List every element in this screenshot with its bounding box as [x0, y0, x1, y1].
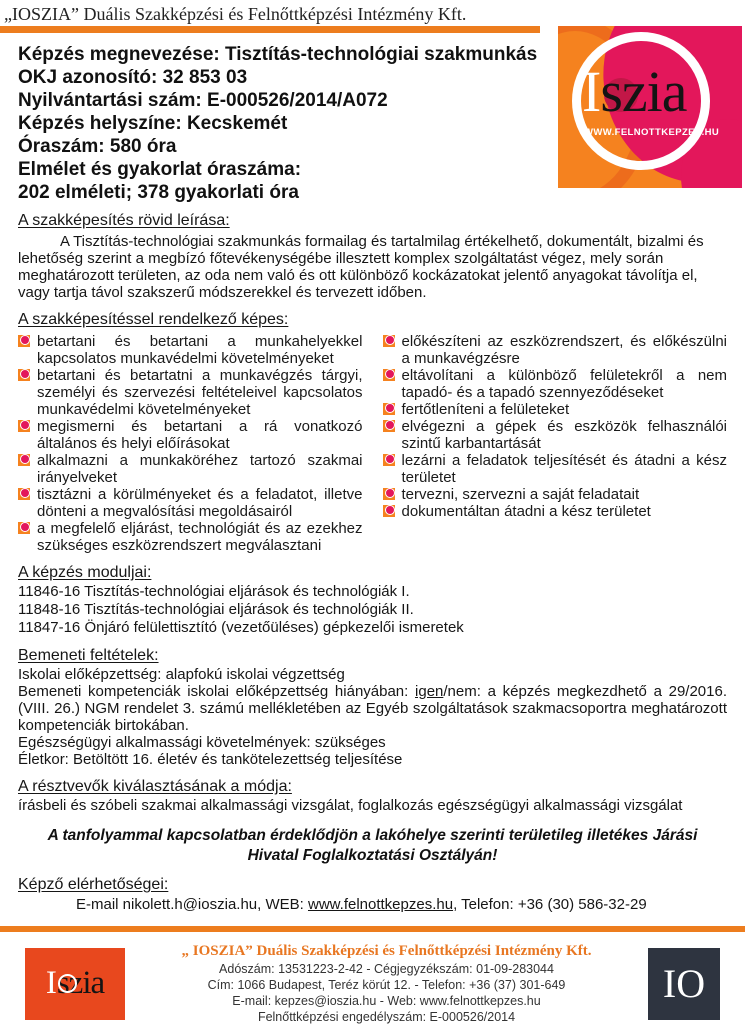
list-item [18, 452, 363, 486]
info-notice: A tanfolyammal kapcsolatban érdeklődjön a lakóhelye szerinti területileg illetékes Járási Hivatal Foglalkoztatási Osztályán! [47, 827, 698, 864]
modules-heading: A képzés moduljai: [18, 564, 152, 581]
competency-text: dokumentáltan átadni a kész területet [401, 503, 651, 520]
logo-bullet-icon [18, 335, 30, 347]
competency-text: fertőtleníteni a felületeket [401, 401, 570, 418]
selection-body: írásbeli és szóbeli szakmai alkalmassági vizsgálat, foglalkozás egészségügyi alkalmassági vizsgálat [18, 797, 683, 814]
list-item [383, 452, 728, 486]
entry-requirements-body [18, 666, 727, 768]
footer-address-line: Cím: 1066 Budapest, Teréz körút 12. - Telefon: +36 (37) 301-649 [207, 978, 566, 992]
logo-bullet-icon [383, 403, 395, 415]
school-prerequisite-line: Iskolai előképzettség: alapfokú iskolai végzettség [18, 666, 345, 683]
header-divider [0, 26, 540, 33]
logo-bullet-icon [383, 369, 395, 381]
footer-logo-ring-icon [58, 974, 77, 993]
igen-underlined: igen [415, 683, 444, 700]
competency-column-left [18, 333, 363, 554]
logo-wordmark [582, 59, 687, 124]
competency-text: tisztázni a körülményeket és a feladatot, illetve dönteni a megvalósítási megoldásairól [37, 486, 363, 520]
logo-bullet-icon [383, 454, 395, 466]
description-body: A Tisztítás-technológiai szakmunkás formailag és tartalmilag értékelhető, dokumentált, bizalmi és lehetőség szerint a megbízó főtevékenységébe illesztett komplex szolgáltatást végez, mely során meghatározott területen, az oda nem való és ott különböző kockázatokat jelentő anyagokat távolítja el, vagy tartja távol szakszerű módszerekkel és tervezett időben. [18, 233, 704, 301]
health-requirement-line: Egészségügyi alkalmassági követelmények: szükséges [18, 734, 386, 751]
logo-website-text: WWW.FELNOTTKEPZES.HU [584, 127, 720, 138]
list-item [383, 401, 728, 418]
registration-number-line: Nyilvántartási szám: E-000526/2014/A072 [18, 90, 388, 111]
competency-text: tervezni, szervezni a saját feladatait [401, 486, 640, 503]
list-item [18, 486, 363, 520]
website-link[interactable]: www.felnottkepzes.hu [307, 896, 454, 913]
footer-row [0, 932, 745, 1024]
selection-heading: A résztvevők kiválasztásának a módja: [18, 778, 292, 795]
page-header-company: „IOSZIA” Duális Szakképzési és Felnőttképzési Intézmény Kft. [4, 4, 467, 24]
logo-bullet-icon [18, 369, 30, 381]
theory-practice-hours-line: 202 elméleti; 378 gyakorlati óra [18, 182, 299, 203]
hours-line: Óraszám: 580 óra [18, 136, 177, 157]
list-item [383, 367, 728, 401]
list-item [383, 486, 728, 503]
list-item [18, 418, 363, 452]
modules-list [18, 583, 727, 637]
okj-id-line: OKJ azonosító: 32 853 03 [18, 67, 248, 88]
page-footer [0, 926, 745, 1024]
contact-heading: Képző elérhetőségei: [18, 876, 169, 893]
logo-bullet-icon [18, 488, 30, 500]
competency-text: elvégezni a gépek és eszközök felhasználói szintű karbantartását [401, 418, 727, 452]
course-title-block [18, 43, 558, 204]
competency-text: betartani és betartani a munkahelyekkel kapcsolatos munkavédelmi követelményeket [37, 333, 363, 367]
competency-text: a megfelelő eljárást, technológiát és az ezekhez szükséges eszközrendszert megválasztani [37, 520, 363, 554]
footer-email-web-line: E-mail: kepzes@ioszia.hu - Web: www.felnottkepzes.hu [232, 994, 541, 1008]
logo-bullet-icon [383, 420, 395, 432]
location-line: Képzés helyszíne: Kecskemét [18, 113, 288, 134]
competency-text: eltávolítani a különböző felületekről a nem tapadó- és a tapadó szennyeződéseket [401, 367, 727, 401]
logo-bullet-icon [383, 488, 395, 500]
footer-tax-line: Adószám: 13531223-2-42 - Cégjegyzékszám: 01-09-283044 [219, 962, 554, 976]
logo-bullet-icon [383, 505, 395, 517]
footer-logo-text-i: I [45, 965, 57, 1001]
competency-text: lezárni a feladatok teljesítését és átadni a kész területet [401, 452, 727, 486]
list-item [18, 520, 363, 554]
logo-text-i: I [582, 59, 601, 124]
contact-prefix: E-mail nikolett.h@ioszia.hu, WEB: [76, 896, 308, 913]
list-item [383, 333, 728, 367]
list-item [383, 503, 728, 520]
competencies-heading: A szakképesítéssel rendelkező képes: [18, 311, 289, 328]
logo-bullet-icon [383, 335, 395, 347]
competency-text: előkészíteni az eszközrendszert, és előkészülni a munkavégzésre [401, 333, 727, 367]
contact-suffix: , Telefon: +36 (30) 586-32-29 [453, 896, 647, 913]
course-name-line: Képzés megnevezése: Tisztítás-technológiai szakmunkás [18, 44, 538, 65]
competency-columns [18, 333, 727, 554]
contact-line [18, 896, 727, 913]
competency-text: megismerni és betartani a rá vonatkozó általános és helyi előírásokat [37, 418, 363, 452]
module-line: 11848-16 Tisztítás-technológiai eljárások és technológiák II. [18, 601, 414, 618]
entry-requirements-heading: Bemeneti feltételek: [18, 647, 159, 664]
theory-practice-label-line: Elmélet és gyakorlat óraszáma: [18, 159, 302, 180]
footer-ioszia-logo [25, 948, 125, 1020]
description-heading: A szakképesítés rövid leírása: [18, 212, 230, 229]
entry-line2-suffix: /nem: a képzés megkezdhető a 29/2016. (VIII. 26.) NGM rendelet 3. számú mellékletében az Egyéb szolgáltatások szakmacsoportra meghatározott kompetenciák birtokában. [18, 683, 727, 734]
footer-license-line: Felnőttképzési engedélyszám: E-000526/2014 [257, 1010, 516, 1024]
module-line: 11846-16 Tisztítás-technológiai eljárások és technológiák I. [18, 583, 410, 600]
ioszia-logo [558, 26, 742, 188]
footer-logo-text-szia: szia [56, 965, 105, 1001]
footer-company-name: „ IOSZIA” Duális Szakképzési és Felnőttképzési Intézmény Kft. [181, 943, 592, 959]
entry-line2-prefix: Bemeneti kompetenciák iskolai előképzettség hiányában: [18, 683, 416, 700]
module-line: 11847-16 Önjáró felülettisztító (vezetőüléses) gépkezelői ismeretek [18, 619, 464, 636]
logo-bullet-icon [18, 454, 30, 466]
competency-text: alkalmazni a munkaköréhez tartozó szakmai irányelveket [37, 452, 363, 486]
age-requirement-line: Életkor: Betöltött 16. életév és tankötelezettség teljesítése [18, 751, 403, 768]
list-item [383, 418, 728, 452]
footer-contact-block [125, 942, 648, 1024]
competency-text: betartani és betartatni a munkavégzés tárgyi, személyi és szervezési feltételeivel kapcsolatos munkavédelmi követelményeket [37, 367, 363, 418]
logo-bullet-icon [18, 522, 30, 534]
logo-text-szia: szia [600, 59, 687, 124]
competency-column-right [383, 333, 728, 554]
competency-prerequisite-line [18, 683, 727, 734]
footer-io-logo: IO [648, 948, 720, 1020]
list-item [18, 367, 363, 418]
list-item [18, 333, 363, 367]
logo-bullet-icon [18, 420, 30, 432]
